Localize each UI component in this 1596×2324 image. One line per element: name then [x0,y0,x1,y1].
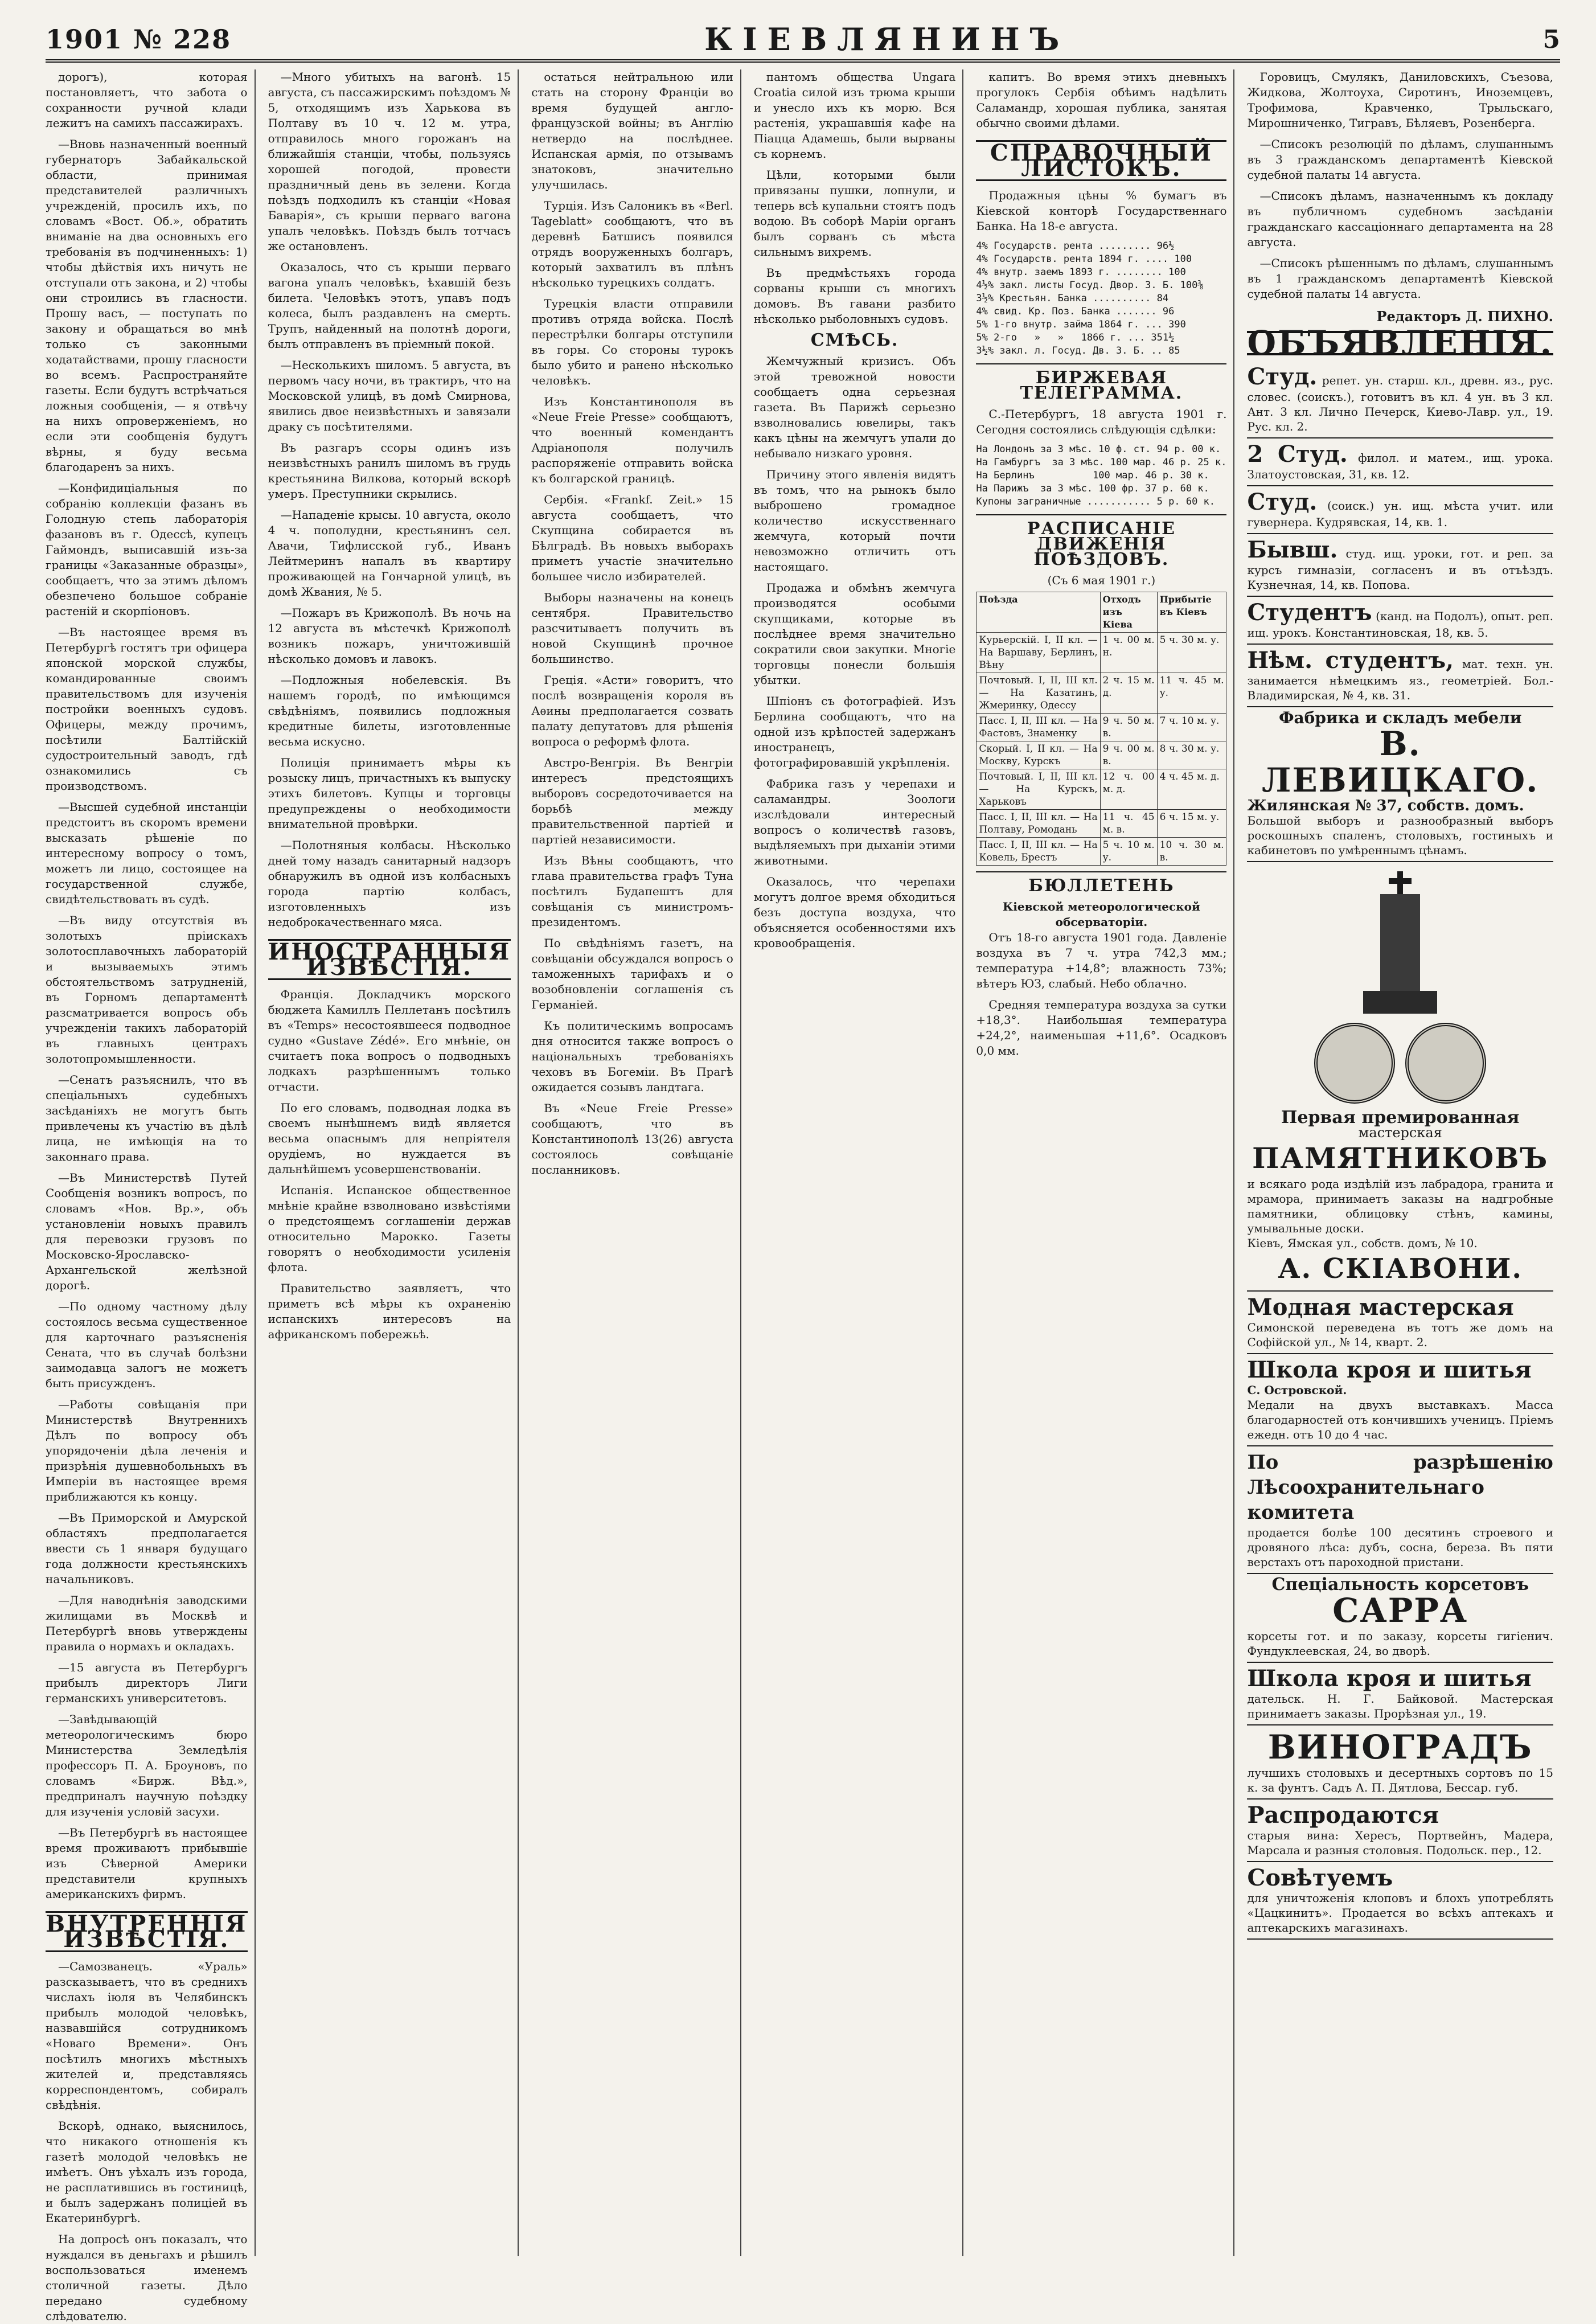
article-paragraph: —Несколькихъ шиломъ. 5 августа, въ первомъ часу ночи, въ трактиръ, что на Московской улицѣ, въ домѣ Смирнова, явились двое неизвѣстныхъ и завязали драку съ посѣтителями. [268,358,511,433]
article-paragraph: —Списокъ дѣламъ, назначеннымъ къ докладу въ публичномъ судебномъ засѣданіи гражданскаго кассаціоннаго департамента на 28 августа. [1247,189,1553,249]
divider [976,871,1226,872]
article-paragraph: Выборы назначены на конецъ сентября. Правительство разсчитываетъ получить въ новой Скупщинѣ прочное большинство. [531,591,733,666]
column-5 [976,69,1234,2256]
rates-table: 4% Государств. рента ......... 96½ 4% Государств. рента 1894 г. .... 100 4% внутр. заемъ 1893 г. ........ 100 4½% закл. листы Госуд. Двор. З. Б. 100⅜ 3½% Крестьян. Банка .......... 84 4% свид. Кр. Поз. Банка ....... 96 5% 1-го внутр. займа 1864 г. ... 390 5% 2-го » » 1866 г. ... 351½ 3½% закл. л. Госуд. Дв. З. Б. .. 85 [976,240,1204,356]
col1-paragraphs [46,69,248,1902]
bulletin-text: Отъ 18-го августа 1901 года. Давленіе воздуха въ 7 ч. утра 742,3 мм.; температура +14,8°; влажность 73%; вѣтеръ ЮЗ, слабый. Небо облачно. [976,931,1227,990]
classified-ad-text: студ. ищ. уроки, гот. и реп. за курсъ гимназіи, согласенъ и въ отъѣздъ. Кузнечная, 14, кв. Попова. [1247,547,1553,592]
section-title-foreign-news: ИНОСТРАННЫЯ ИЗВѢСТІЯ. [268,938,511,981]
medals [1247,1019,1553,1110]
table-cell: 2 ч. 15 м. д. [1100,673,1157,714]
article-paragraph: —Пожаръ въ Крижополѣ. Въ ночь на 12 августа въ мѣстечкѣ Крижополѣ возникъ пожаръ, уничтожившій нѣсколько домовъ и лавокъ. [268,606,511,666]
table-row [977,673,1226,714]
classified-ad-lead: Студентъ [1247,599,1372,626]
table-row [977,838,1226,866]
article-paragraph: —Для наводнѣнія заводскими жилищами въ Москвѣ и Петербургѣ вновь утверждены правила о нормахъ и окладахъ. [46,1593,248,1653]
wine-ad-text: старыя вина: Хересъ, Портвейнъ, Мадера, Марсала и разныя столовыя. Подольск. пер., 12. [1247,1829,1553,1857]
forest-ad [1247,1446,1553,1574]
table-header-row [977,592,1226,633]
bulletin-title: БЮЛЛЕТЕНЬ [1028,876,1175,896]
divider [976,514,1226,515]
article-paragraph: —Списокъ резолюцій по дѣламъ, слушаннымъ въ 3 гражданскомъ департаментѣ Кіевской судебной палаты 14 августа. [1247,137,1553,182]
column-1 [46,69,256,2323]
monument-ad-details: и всякаго рода издѣлій изъ лабрадора, гранита и мрамора, принимаетъ заказы на надгробные памятники, облицовку стѣнъ, камины, умывальные доски. [1247,1177,1553,1235]
monument-ad-owner: А. СКІАВОНИ. [1278,1253,1523,1285]
table-row [977,633,1226,673]
article-paragraph: —Вновь назначенный военный губернаторъ Забайкальской области, принимая представителей различныхъ учрежденій, просилъ ихъ, по словамъ «Вост. Об.», обратить вниманіе на два основныхъ его требованія въ подчиненныхъ: 1) чтобы дѣйствія ихъ ничуть не отступали отъ закона, и 2) чтобы они строились въ гласности. Прошу васъ, — поступать по закону и обращаться во мнѣ только съ законными ходатайствами, прошу гласности во всемъ. Распространяйте газеты. Если будутъ встрѣчаться ложныя сообщенія, — я отвѣчу на нихъ опроверженіемъ, но если эти сообщенія будутъ вѣрны, я буду весьма благодаренъ за нихъ. [46,137,248,474]
col1-section-paragraphs [46,1959,248,2324]
classified-ad-lead: Студ. [1247,489,1318,515]
tailor-ad-head: Модная мастерская [1247,1294,1514,1321]
article-paragraph: Оказалось, что черепахи могутъ долгое время обходиться безъ доступа воздуха, что объясняется особенностями ихъ кровообращенія. [753,875,956,950]
article-paragraph: остаться нейтральною или стать на сторону Франціи во время будущей англо-французской войны; въ Англію нетвердо на послѣднее. Испанская армія, по отзывамъ знатоковъ, значительно улучшилась. [531,70,733,191]
table-cell: Почтовый. I, II, III кл. — На Курскъ, Харьковъ [977,769,1100,810]
grapes-ad [1247,1725,1553,1800]
article-paragraph: Въ предмѣстьяхъ города сорваны крыши съ многихъ домовъ. Въ гавани разбито нѣсколько рыболовныхъ судовъ. [753,266,956,326]
article-paragraph: —Сенатъ разъяснилъ, что въ спеціальныхъ судебныхъ засѣданіяхъ не могутъ быть привлечены къ участію въ дѣлѣ лица, не имѣющія на то законнаго права. [46,1073,248,1163]
sewing-ad-head: Школа кроя и шитья [1247,1665,1532,1692]
newspaper-title: КІЕВЛЯНИНЪ [704,21,1070,58]
table-cell: 1 ч. 00 м. н. [1100,633,1157,673]
bulletin-subtitle: Кіевской метеорологической обсерваторіи. [1003,900,1200,929]
column-6 [1247,69,1560,2256]
furniture-ad-line2: Жилянская № 37, собств. домъ. [1247,797,1524,814]
table-header-cell: Поѣзда [977,592,1100,633]
train-schedule-body [977,633,1226,866]
corset-ad-name: САРРА [1332,1591,1468,1630]
article-paragraph: Шпіонъ съ фотографіей. Изъ Берлина сообщаютъ, что на одной изъ крѣпостей задержанъ иностранецъ, фотографировавшій укрѣпленія. [753,694,956,769]
table-cell: 9 ч. 50 м. в. [1100,714,1157,741]
classified-ads [1247,361,1553,707]
grapes-ad-head: ВИНОГРАДЪ [1267,1728,1533,1766]
article-paragraph: Причину этого явленія видятъ въ томъ, что на рынокъ было выброшено громадное количество искусственнаго жемчуга, который почти невозможно отличить отъ настоящаго. [753,468,956,573]
monument-ad-line2: мастерская [1358,1125,1442,1141]
article-paragraph: —Въ Приморской и Амурской областяхъ предполагается ввести съ 1 января будущаго года должности крестьянскихъ начальниковъ. [46,1511,248,1586]
article-paragraph: пантомъ общества Ungara Croatia силой изъ трюма крыши и унесло ихъ къ морю. Вся растенія, украшавшія кафе на Піацца Адамешь, были вырваны съ корнемъ. [753,70,956,161]
classified-ad-lead: Нѣм. студентъ, [1247,647,1454,674]
article-paragraph: Въ разгаръ ссоры одинъ изъ неизвѣстныхъ ранилъ шиломъ въ грудь крестьянина Вилкова, который вскорѣ умеръ. Преступники скрылись. [268,441,511,501]
table-cell: 4 ч. 45 м. д. [1157,769,1226,810]
monument-ad-owner-prefix: Кіевъ, Ямская ул., собств. домъ, № 10. [1247,1236,1478,1250]
table-cell: 5 ч. 10 м. у. [1100,838,1157,866]
monument-ad-line1: Первая премированная [1281,1108,1520,1128]
article-paragraph: —Работы совѣщанія при Министерствѣ Внутреннихъ Дѣлъ по вопросу объ упорядоченіи дѣла леченія и призрѣнія душевнобольныхъ въ Имперіи въ настоящее время приближаются къ концу. [46,1397,248,1503]
school-ad [1247,1354,1553,1446]
corset-ad-head: Спеціальность корсетовъ [1271,1575,1529,1595]
tailor-ad-text: Симонской переведена въ тотъ же домъ на Софійской ул., № 14, кварт. 2. [1247,1321,1553,1349]
wine-ad-head: Распродаются [1247,1802,1439,1829]
classified-ad [1247,534,1553,597]
advice-ad-head: Совѣтуемъ [1247,1864,1393,1891]
article-paragraph: Изъ Константинополя въ «Neue Freie Presse» сообщаютъ, что военный комендантъ Адріанополя получилъ распоряженіе отправить войска къ болгарской границѣ. [531,395,733,485]
article-paragraph: дорогъ), которая постановляетъ, что забота о сохранности ручной клади лежитъ на самихъ пассажирахъ. [46,70,248,130]
article-paragraph: По свѣдѣніямъ газетъ, на совѣщаніи обсуждался вопросъ о таможенныхъ тарифахъ и о возобновленіи соглашенія съ Германіей. [531,936,733,1011]
article-paragraph: Цѣли, которыми были привязаны пушки, лопнули, и теперь всѣ купальни стоятъ подъ водою. Въ соборѣ Маріи органъ былъ сорванъ съ мѣста сильнымъ вихремъ. [753,168,956,259]
classified-ad-lead: 2 Студ. [1247,441,1348,468]
issue-date: 1901 № 228 [46,24,232,55]
article-paragraph: На допросѣ онъ показалъ, что нуждался въ деньгахъ и рѣшилъ воспользоваться именемъ столичной газеты. Дѣло передано судебному слѣдователю. [46,2232,248,2323]
table-row [977,769,1226,810]
section-title-reference: СПРАВОЧНЫЙ ЛИСТОКЪ. [976,140,1226,181]
masthead [46,19,1560,63]
wine-ad [1247,1800,1553,1862]
forest-ad-head: По разрѣшенію Лѣсоохранительнаго комитета [1247,1451,1553,1524]
tailor-ad [1247,1292,1553,1354]
advice-ad [1247,1862,1553,1940]
table-cell: Скорый. I, II кл. — На Москву, Курскъ [977,741,1100,769]
article-paragraph: —Завѣдывающій метеорологическимъ бюро Министерства Земледѣлія профессоръ П. А. Броуновъ, по словамъ «Бирж. Вѣд.», предприналъ научную поѣздку для изученія условій засухи. [46,1712,248,1818]
article-paragraph: Фабрика газъ у черепахи и саламандры. Зоологи изслѣдовали интересный вопросъ о количествѣ газовъ, выдѣляемыхъ при дыханіи этими животными. [753,777,956,867]
table-row [977,714,1226,741]
furniture-ad-name: В. ЛЕВИЦКАГО. [1262,724,1539,800]
article-paragraph: Полиція принимаетъ мѣры къ розыску лицъ, причастныхъ къ выпуску этихъ билетовъ. Купцы и торговцы предупреждены о необходимости внимательной провѣрки. [268,756,511,831]
article-paragraph: —Въ виду отсутствія въ золотыхъ пріискахъ золотосплавочныхъ лабораторій и вызываемыхъ этимъ обстоятельствомъ затрудненій, въ Горномъ департаментѣ разсматривается вопросъ объ учрежденіи такихъ лабораторій въ главныхъ центрахъ золотопромышленности. [46,913,248,1065]
article-paragraph: Жемчужный кризисъ. Объ этой тревожной новости сообщаетъ одна серьезная газета. Въ Парижѣ серьезно взволновались ювелиры, такъ какъ цѣны на жемчугъ упали до небывало низкаго уровня. [753,354,956,460]
classified-ad-text: (соиск.) ун. ищ. мѣста учит. или гувернера. Кудрявская, 14, кв. 1. [1247,499,1553,529]
article-paragraph: Правительство заявляетъ, что приметъ всѣ мѣры къ охраненію испанскихъ интересовъ на африканскомъ побережьѣ. [268,1281,511,1341]
classified-ad-text: мат. техн. ун. занимается нѣмецкимъ яз., геометріей. Бол.-Владимирская, № 4, кв. 31. [1247,657,1553,702]
schedule-title: РАСПИСАНІЕ ДВИЖЕНІЯ ПОѢЗДОВЪ. [1027,519,1176,569]
bulletin-extra: Средняя температура воздуха за сутки +18,3°. Наибольшая температура +24,2°, наименьшая +11,6°. Осадковъ 0,0 мм. [976,998,1227,1058]
col3-paragraphs [531,69,733,1178]
column-3 [531,69,741,2256]
ads-title: ОБЪЯВЛЕНІЯ. [1247,323,1553,362]
article-paragraph: —Много убитыхъ на вагонѣ. 15 августа, съ пассажирскимъ поѣздомъ № 5, отходящимъ изъ Харькова въ Полтаву въ 10 ч. 12 м. утра, отправилось много горожанъ на ближайшія станціи, чтобы, пользуясь хорошей погодой, провести праздничный день въ зелени. Когда поѣздъ подходилъ къ станціи «Новая Баварія», съ крыши перваго вагона упалъ человѣкъ. Поѣздъ былъ тотчасъ же остановленъ. [268,70,511,253]
table-cell: 12 ч. 00 м. д. [1100,769,1157,810]
bourse-text: С.-Петербургъ, 18 августа 1901 г. Сегодня состоялись слѣдующія сдѣлки: [976,407,1227,436]
classified-ad [1247,361,1553,438]
divider [976,363,1226,364]
schedule-subtitle: (Съ 6 мая 1901 г.) [1047,573,1156,587]
rates-intro: Продажныя цѣны % бумагъ въ Кіевской конторѣ Государственнаго Банка. На 18-е августа. [976,188,1227,233]
table-cell: Почтовый. I, II, III кл. — На Казатинъ, Жмеринку, Одессу [977,673,1100,714]
article-paragraph: Изъ Вѣны сообщаютъ, что глава правительства графъ Туна посѣтилъ Будапештъ для совѣщанія съ министромъ-президентомъ. [531,854,733,929]
columns [46,69,1560,2323]
table-cell: 6 ч. 15 м. у. [1157,810,1226,838]
article-paragraph: Горовицъ, Смулякъ, Даниловскихъ, Съезова, Жидкова, Жолтоуха, Сиротинъ, Иноземцевъ, Трофимова, Кравченко, Трыльскаго, Мирошниченко, Тигравъ, Бѣляевъ, Розенберга. [1247,70,1553,130]
page-number: 5 [1542,24,1560,54]
section-title-miscellany: СМѢСЬ. [810,330,899,350]
sewing-ad [1247,1663,1553,1725]
table-row [977,741,1226,769]
classified-ad [1247,597,1553,645]
article-paragraph: Сербія. «Frankf. Zeit.» 15 августа сообщаетъ, что Скупщина собирается въ Бѣлградѣ. Въ новыхъ выборахъ приметъ участіе значительно большее число избирателей. [531,493,733,583]
classified-ad-lead: Студ. [1247,363,1318,390]
article-paragraph: —Нападеніе крысы. 10 августа, около 4 ч. пополудни, крестьянинъ сел. Авачи, Тифлисской губ., Иванъ Лейтмеринъ напалъ въ квартиру проживающей на Гончарной улицѣ, въ домѣ Жвания, № 5. [268,508,511,599]
classified-ad [1247,645,1553,707]
col2-paragraphs [268,69,511,930]
table-header-cell: Отходъ изъ Кіева [1100,592,1157,633]
table-header-cell: Прибытіе въ Кіевъ [1157,592,1226,633]
table-cell: 5 ч. 30 м. у. [1157,633,1226,673]
train-schedule-table [976,592,1226,866]
school-ad-head: Школа кроя и шитья [1247,1356,1532,1383]
classified-ad-text: филол. и матем., ищ. урока. Златоустовская, 31, кв. 12. [1247,451,1553,481]
school-ad-text: Медали на двухъ выставкахъ. Масса благодарностей отъ кончившихъ ученицъ. Пріемъ ежедн. отъ 10 до 4 час. [1247,1398,1553,1441]
article-paragraph: —Подложныя нобелевскія. Въ нашемъ городѣ, по имѣющимся свѣдѣніямъ, появились подложныя кредитные билеты, изготовленные весьма искусно. [268,673,511,748]
furniture-ad-line1: Фабрика и складъ мебели [1278,708,1522,727]
article-paragraph: —Въ Петербургѣ въ настоящее время проживаютъ прибывшіе изъ Сѣверной Америки представители крупныхъ американскихъ фирмъ. [46,1826,248,1901]
school-ad-owner: С. Островской. [1247,1383,1347,1397]
table-cell: 7 ч. 10 м. у. [1157,714,1226,741]
table-cell: 11 ч. 45 м. у. [1157,673,1226,714]
table-cell: Пасс. I, II, III кл. — На Фастовъ, Знаменку [977,714,1100,741]
table-cell: Пасс. I, II, III кл. — На Ковель, Брестъ [977,838,1100,866]
forest-ad-text: продается болѣе 100 десятинъ строевого и дровяного лѣса: дубъ, сосна, береза. Въ пяти верстахъ отъ пароходной пристани. [1247,1526,1553,1569]
article-paragraph: Турція. Изъ Салоникъ въ «Berl. Tageblatt» сообщаютъ, что въ деревнѣ Батшисъ появился отрядъ вооруженныхъ болгаръ, который захватилъ въ плѣнъ нѣсколько турецкихъ солдатъ. [531,199,733,289]
article-paragraph: Австро-Венгрія. Въ Венгріи интересъ предстоящихъ выборовъ сосредоточивается на борьбѣ между правительственной партіей и партіей независимости. [531,756,733,846]
bourse-title: БИРЖЕВАЯ ТЕЛЕГРАММА. [1020,368,1183,403]
article-paragraph: Въ «Neue Freie Presse» сообщаютъ, что въ Константинополѣ 13(26) августа состоялось совѣщаніе посланниковъ. [531,1101,733,1177]
furniture-ad-details: Большой выборъ и разнообразный выборъ роскошныхъ спаленъ, столовыхъ, гостиныхъ и кабинетовъ по умѣреннымъ цѣнамъ. [1247,814,1553,857]
article-paragraph: —Конфидиціальныя по собранію коллекціи фазанъ въ Голодную степь лабораторія фазановъ въ г. Одессѣ, купецъ Гаймондъ, выписавшій изъ-за границы «Заказанные образцы», сообщаетъ, что за этимъ дѣломъ обезпечено большое собраніе растеній и скорпіоновъ. [46,481,248,618]
corset-ad-text: корсеты гот. и по заказу, корсеты гигіенич. Фундуклеевская, 24, во дворѣ. [1247,1629,1553,1658]
table-row [977,810,1226,838]
monument-ad [1247,862,1553,1292]
article-paragraph: —Высшей судебной инстанціи предстоитъ въ скоромъ времени высказать рѣшеніе по интересному вопросу о томъ, можетъ ли лицо, состоящее на государственной службе, свидѣтельствовать въ судѣ. [46,800,248,906]
article-paragraph: —15 августа въ Петербургъ прибылъ директоръ Лиги германскихъ университетовъ. [46,1661,248,1705]
column-4 [754,69,964,2256]
article-paragraph: —Въ настоящее время въ Петербургѣ гостятъ три офицера японской морской службы, командированные своимъ правительствомъ для изученія постройки военныхъ судовъ. Офицеры, между прочимъ, посѣтили Балтійскій судостроительный заводъ, гдѣ ознакомились съ производствомъ. [46,625,248,793]
classified-ad [1247,486,1553,534]
monument-ad-name: ПАМЯТНИКОВЪ [1252,1141,1549,1175]
article-paragraph: —Списокъ рѣшеннымъ по дѣламъ, слушаннымъ въ 1 гражданскомъ департаментѣ Кіевской судебной палаты 14 августа. [1247,256,1553,301]
article-paragraph: —По одному частному дѣлу состоялось весьма существенное для карточнаго разъясненія Сената, что въ случаѣ болѣзни заимодавца залогъ не можетъ быть присужденъ. [46,1300,248,1390]
bourse-table: На Лондонъ за 3 мѣс. 10 ф. ст. 94 р. 00 к. На Гамбургъ за 3 мѣс. 100 мар. 46 р. 25 к. На Берлинъ 100 мар. 46 р. 30 к. На Парижъ за 3 мѣс. 100 фр. 37 р. 60 к. Купоны заграничные ........... 5 р. 60 к. [976,444,1227,507]
article-paragraph: Къ политическимъ вопросамъ дня относится также вопросъ о національныхъ требованіяхъ чеховъ въ Богеміи. Въ Прагѣ ожидается созывъ ландтага. [531,1019,733,1094]
article-paragraph: Продажа и обмѣнъ жемчуга производятся особыми скупщиками, которые въ послѣднее время значительно сократили свои закупки. Многіе торговцы понесли большія убытки. [753,581,956,687]
classified-ad [1247,438,1553,486]
col5-paragraphs [976,69,1226,131]
article-paragraph: По его словамъ, подводная лодка въ своемъ нынѣшнемъ видѣ является весьма опаснымъ для непріятеля орудіемъ, но нуждается въ дальнѣйшемъ усовершенствованіи. [268,1101,511,1176]
article-paragraph: Турецкія власти отправили противъ отряда войска. Послѣ перестрѣлки болгары отступили въ горы. Со стороны турокъ было убито и ранено нѣсколько человѣкъ. [531,297,733,387]
medal-icon [1314,1023,1395,1104]
article-paragraph: Испанія. Испанское общественное мнѣніе крайне взволновано извѣстіями о предстоящемъ соглашеніи держав относительно Марокко. Газеты говорятъ о необходимости усиленія флота. [268,1183,511,1274]
table-cell: Курьерскій. I, II кл. — На Варшаву, Берлинъ, Вѣну [977,633,1100,673]
table-cell: Пасс. I, II, III кл. — На Полтаву, Ромодань [977,810,1100,838]
col4-paragraphs [754,69,956,327]
article-paragraph: Франція. Докладчикъ морского бюджета Камиллъ Пеллетанъ посѣтилъ въ «Temps» несостоявшееся подводное судно «Gustave Zédé». Его мнѣніе, он считаетъ пока вопросъ о подводныхъ лодкахъ разрѣшеннымъ только отчасти. [268,987,511,1093]
table-cell: 9 ч. 00 м. в. [1100,741,1157,769]
advice-ad-text: для уничтоженія клоповъ и блохъ употреблять «Цацкинитъ». Продается во всѣхъ аптекахъ и аптекарскихъ магазинахъ. [1247,1891,1553,1934]
col2-section-paragraphs [268,987,511,1342]
classified-ad-text: репет. ун. старш. кл., древн. яз., рус. словес. (соискъ.), готовитъ въ кл. 4 ун. въ 3 кл. Ант. 3 кл. Лично Печерск, Киево-Лавр. ул., 19. Рус. кл. 2. [1247,374,1553,433]
section-title-internal-news: ВНУТРЕННІЯ ИЗВѢСТІЯ. [46,1911,248,1953]
article-paragraph: —Въ Министерствѣ Путей Сообщенія возникъ вопросъ, по словамъ «Нов. Вр.», объ установленіи новыхъ правилъ для перевозки грузовъ по Московско-Ярославско-Архангельской желѣзной дорогѣ. [46,1171,248,1292]
article-paragraph: Оказалось, что съ крыши перваго вагона упалъ человѣкъ, ѣхавшій безъ билета. Человѣкъ этотъ, упавъ подъ колеса, былъ раздавленъ на смерть. Трупъ, найденный на полотнѣ дороги, былъ отправленъ въ пріемный покой. [268,260,511,351]
col4-smes-paragraphs [754,354,956,951]
corset-ad [1247,1574,1553,1663]
article-paragraph: —Самозванецъ. «Ураль» разсказываетъ, что въ среднихъ числахъ іюля въ Челябинскъ прибылъ молодой человѣкъ, назвавшійся сотрудникомъ «Новаго Времени». Онъ посѣтилъ многихъ мѣстныхъ жителей и, представляясь корреспондентомъ, собиралъ свѣдѣнія. [46,1960,248,2112]
sewing-ad-text: дательск. Н. Г. Байковой. Мастерская принимаетъ заказы. Прорѣзная ул., 19. [1247,1692,1553,1720]
grapes-ad-text: лучшихъ столовыхъ и десертныхъ сортовъ по 15 к. за фунтъ. Садъ А. П. Дятлова, Бессар. губ. [1247,1766,1553,1794]
editor-signature: Редакторъ Д. ПИХНО. [1376,308,1553,325]
table-cell: 11 ч. 45 м. в. [1100,810,1157,838]
medal-icon [1405,1023,1486,1104]
article-paragraph: Вскорѣ, однако, выяснилось, что никакого отношенія къ газетѣ молодой человѣкъ не имѣетъ. Онъ уѣхалъ изъ города, не расплатившись въ гостиницѣ, и былъ задержанъ полиціей въ Екатеринбургѣ. [46,2119,248,2225]
classified-ad-lead: Бывш. [1247,536,1338,563]
article-paragraph: капитъ. Во время этихъ дневныхъ прогулокъ Сербія обѣимъ надѣлить Саламандр, хорошая публика, занятая обычно своими дѣлами. [976,70,1227,130]
furniture-ad [1247,707,1553,862]
table-cell: 8 ч. 30 м. у. [1157,741,1226,769]
article-paragraph: Греція. «Асти» говоритъ, что послѣ возвращенія короля въ Аѳины предполагается созвать палату депутатовъ для рѣшенія вопроса о реформѣ флота. [531,673,733,748]
col6-paragraphs [1247,69,1553,302]
monument-icon [1357,871,1443,1014]
table-cell: 10 ч. 30 м. в. [1157,838,1226,866]
article-paragraph: —Полотняныя колбасы. Нѣсколько дней тому назадъ санитарный надзоръ обнаружилъ въ одной изъ колбасныхъ города партію колбасъ, изготовленныхъ изъ недоброкачественнаго мяса. [268,838,511,929]
classified-ad-text: (канд. на Подолъ), опыт. реп. ищ. урокъ. Константиновская, 18, кв. 5. [1247,609,1553,640]
column-2 [268,69,519,2256]
